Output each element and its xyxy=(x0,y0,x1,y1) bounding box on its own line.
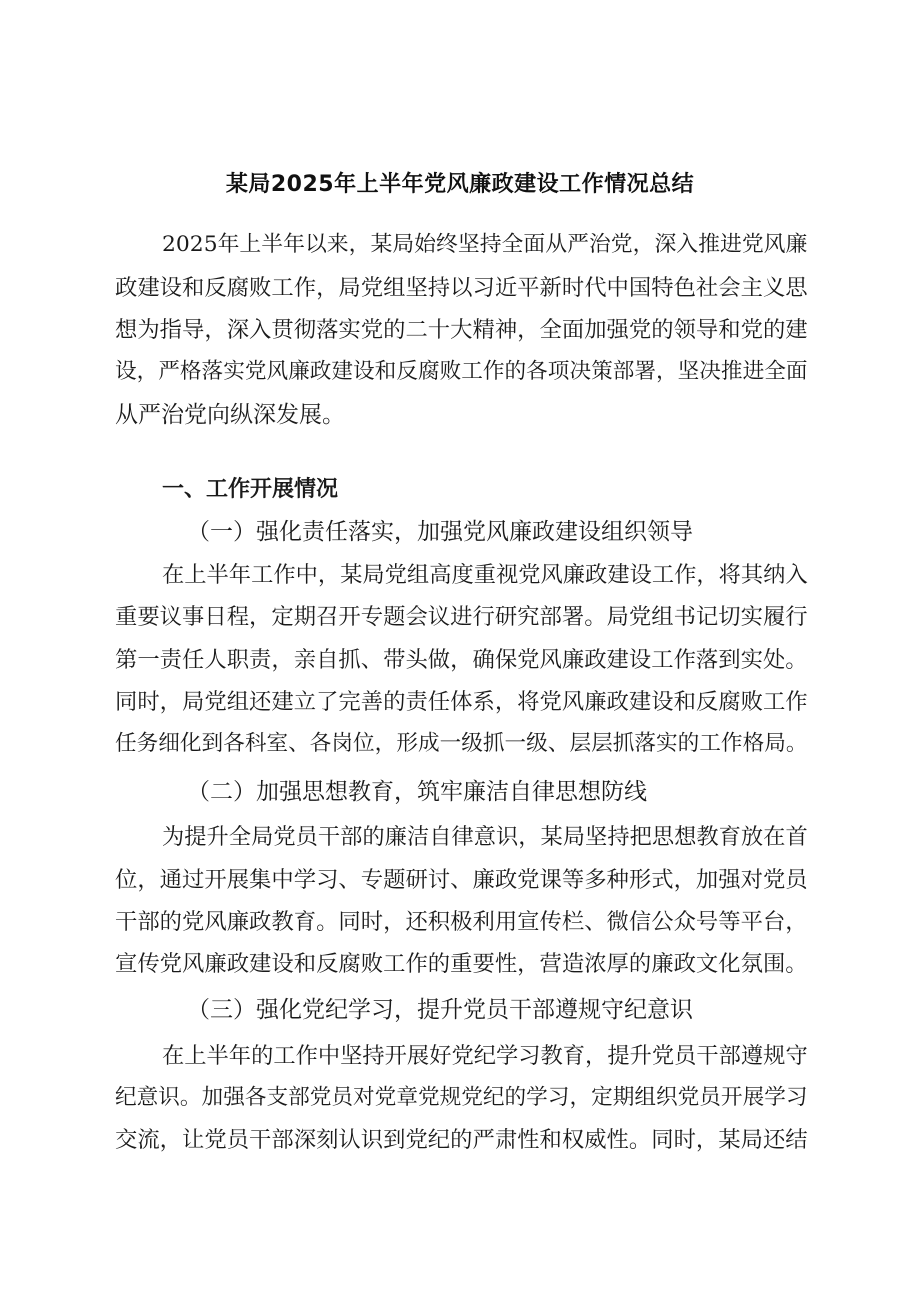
paragraph-line: 同时，局党组还建立了完善的责任体系，将党风廉政建设和反腐败工作 xyxy=(115,689,808,715)
paragraph-line: 在上半年工作中，某局党组高度重视党风廉政建设工作，将其纳入 xyxy=(162,562,808,588)
paragraph-line: 位，通过开展集中学习、专题研讨、廉政党课等多种形式，加强对党员 xyxy=(115,867,808,893)
paragraph-line: 第一责任人职责，亲自抓、带头做，确保党风廉政建设工作落到实处。 xyxy=(115,647,808,673)
subsection-heading: （三）强化党纪学习，提升党员干部遵规守纪意识 xyxy=(187,997,693,1023)
paragraph-line: 2025年上半年以来，某局始终坚持全面从严治党，深入推进党风廉 xyxy=(162,232,808,257)
paragraph-line: 重要议事日程，定期召开专题会议进行研究部署。局党组书记切实履行 xyxy=(115,604,808,630)
paragraph-line: 在上半年的工作中坚持开展好党纪学习教育，提升党员干部遵规守 xyxy=(162,1043,808,1069)
paragraph-line: 干部的党风廉政教育。同时，还积极利用宣传栏、微信公众号等平台， xyxy=(115,909,808,935)
paragraph-line: 交流，让党员干部深刻认识到党纪的严肃性和权威性。同时，某局还结 xyxy=(115,1127,808,1153)
paragraph-line: 想为指导，深入贯彻落实党的二十大精神，全面加强党的领导和党的建 xyxy=(115,317,808,343)
paragraph-line: 政建设和反腐败工作，局党组坚持以习近平新时代中国特色社会主义思 xyxy=(115,275,808,301)
section-heading: 一、工作开展情况 xyxy=(162,477,339,502)
paragraph-line: 宣传党风廉政建设和反腐败工作的重要性，营造浓厚的廉政文化氛围。 xyxy=(115,951,808,977)
paragraph-line: 纪意识。加强各支部党员对党章党规党纪的学习，定期组织党员开展学习 xyxy=(115,1085,808,1110)
paragraph-line: 从严治党向纵深发展。 xyxy=(115,402,345,428)
subsection-heading: （一）强化责任落实，加强党风廉政建设组织领导 xyxy=(187,519,693,545)
paragraph-line: 任务细化到各科室、各岗位，形成一级抓一级、层层抓落实的工作格局。 xyxy=(115,731,808,756)
document-title: 某局2025年上半年党风廉政建设工作情况总结 xyxy=(225,172,695,197)
paragraph-line: 设，严格落实党风廉政建设和反腐败工作的各项决策部署，坚决推进全面 xyxy=(115,359,808,384)
subsection-heading: （二）加强思想教育，筑牢廉洁自律思想防线 xyxy=(187,779,647,805)
paragraph-line: 为提升全局党员干部的廉洁自律意识，某局坚持把思想教育放在首 xyxy=(162,824,808,850)
